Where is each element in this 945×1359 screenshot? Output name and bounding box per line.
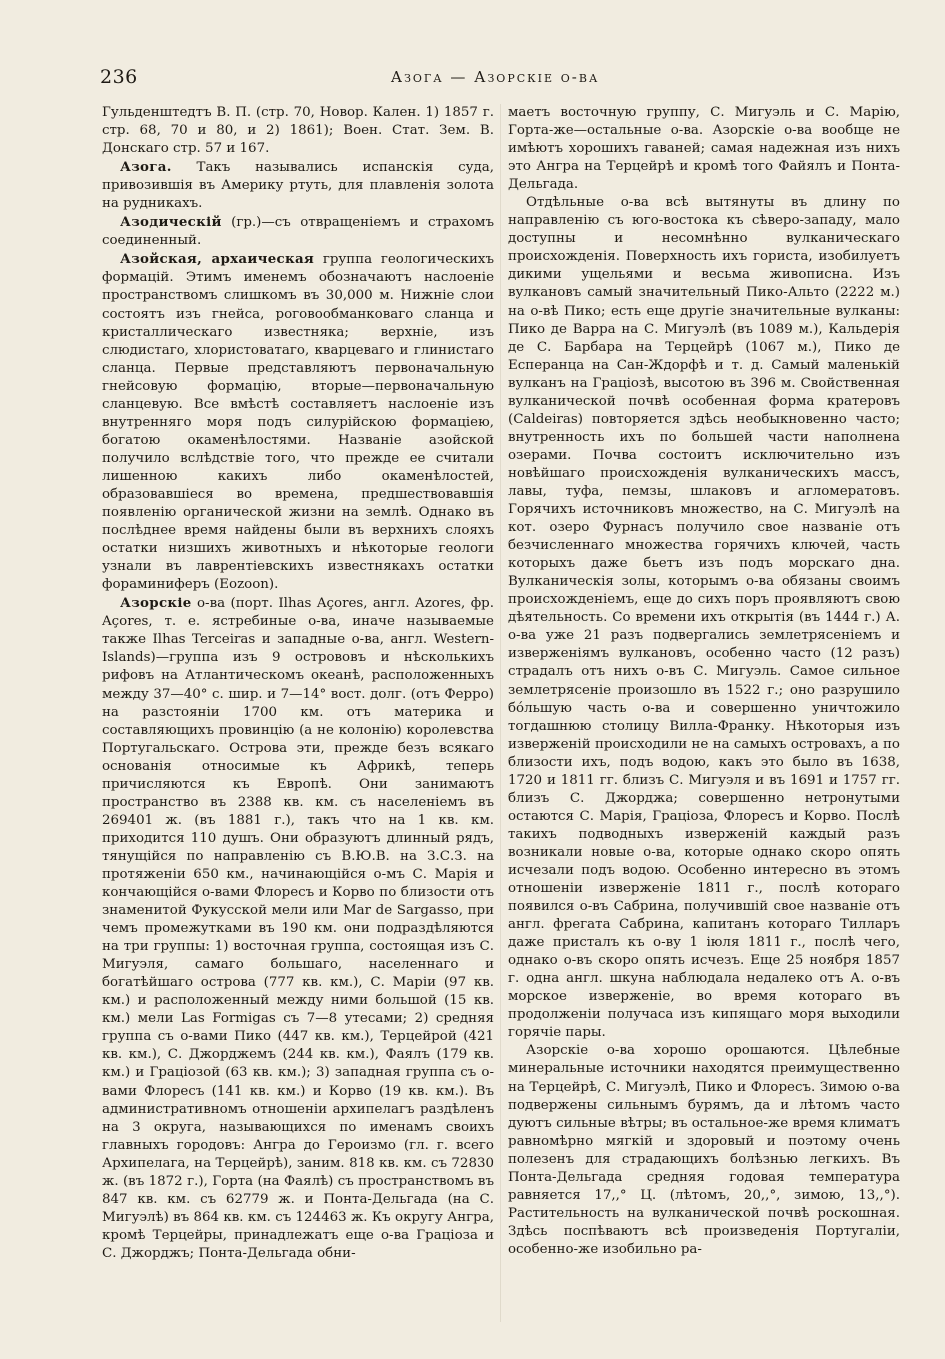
- paragraph-geology: Отдѣльные о-ва всѣ вытянуты въ длину по направленію съ юго-востока къ сѣверо-западу, мало доступны и несомнѣнно вулканическаго происхожденія. Поверхность ихъ гориста, изобилуетъ дикими ущельями и весьма живописна. Изъ вулкановъ самый значительный Пико-Альто (2222 м.) на о-вѣ Пико; есть еще другіе значительные вулканы: Пико де Варра на С. Мигуэлѣ (въ 1089 м.), Кальдерія де С. Барбара на Терцейрѣ (1067 м.), Пико де Есперанца на Сан-Ждорфѣ и т. д. Самый маленькій вулканъ на Граціозѣ, высотою въ 396 м. Свойственная вулканической почвѣ особенная форма кратеровъ (Caldeiras) повторяется здѣсь необыкновенно часто; внутренность ихъ по большей части наполнена озерами. Почва состоитъ исключительно изъ новѣйшаго происхожденія вулканическихъ массъ, лавы, туфа, пемзы, шлаковъ и агломератовъ. Горячихъ источниковъ множество, на С. Мигуэлѣ на кот. озеро Фурнасъ получило свое названіе отъ безчисленнаго множества горячихъ ключей, часть которыхъ даже бьетъ изъ подъ морскаго дна. Вулканическія золы, которымъ о-ва обязаны своимъ происхожденіемъ, еще до сихъ поръ проявляютъ свою дѣятельность. Со времени ихъ открытія (въ 1444 г.) А. о-ва уже 21 разъ подвергались землетрясеніемъ и изверженіямъ вулкановъ, особенно часто (12 разъ) страдалъ отъ нихъ о-въ С. Мигуэль. Самое сильное землетрясеніе произошло въ 1522 г.; оно разрушило бóльшую часть о-ва и совершенно уничтожило тогдашнюю столицу Вилла-Франку. Нѣкоторыя изъ изверженій происходили не на самыхъ островахъ, а по близости ихъ, подъ водою, какъ это было въ 1638, 1720 и 1811 гг. близъ С. Мигуэля и въ 1691 и 1757 гг. близъ С. Джорджа; совершенно нетронутыми остаются С. Марія, Граціоза, Флоресъ и Корво. Послѣ такихъ подводныхъ изверженій каждый разъ возникали новые о-ва, которые однако скоро опять исчезали подъ водою. Особенно интересно въ этомъ отношеніи изверженіе 1811 г., послѣ котораго появился о-въ Сабрина, получившій свое названіе отъ англ. фрегата Сабрина, капитанъ котораго Тилларъ даже присталъ къ о-ву 1 іюля 1811 г., послѣ чего, однако о-въ скоро опять исчезъ. Еще 25 ноября 1857 г. одна англ. шкуна наблюдала недалеко отъ А. о-въ морское изверженіе, во время котораго въ продолженіи получаса изъ кипящаго моря выходили горячіе пары.: [508, 195, 900, 1041]
- entry-text: о-ва (порт. Ilhas Açores, англ. Azores, фр. Açores, т. е. ястребиные о-ва, иначе называемые также Ilhas Terceiras и западные о-ва, англ. Western-Islands)—группа изъ 9 острововъ и нѣсколькихъ рифовъ на Атлантическомъ океанѣ, расположенныхъ между 37—40° с. шир. и 7—14° вост. долг. (отъ Ферро) на разстояніи 1700 км. отъ материка и составляющихъ провинцію (а не колонію) королевства Португальскаго. Острова эти, прежде безъ всякаго основанія относимые къ Африкѣ, теперь причисляются къ Европѣ. Они занимаютъ пространство въ 2388 кв. км. съ населеніемъ въ 269401 ж. (въ 1881 г.), такъ что на 1 кв. км. приходится 110 душъ. Они образуютъ длинный рядъ, тянущійся по направленію съ В.Ю.В. на З.С.З. на протяженіи 650 км., начинающійся о-мъ С. Марія и кончающійся о-вами Флоресъ и Корво по близости отъ знаменитой Фукусской мели или Mar de Sargasso, при чемъ промежутками въ 190 км. они подраздѣляются на три группы: 1) восточная группа, состоящая изъ С. Мигуэля, самаго большаго, населеннаго и богатѣйшаго острова (777 кв. км.), С. Маріи (97 кв. км.) и расположенный между ними большой (15 кв. км.) мели Las Formigas съ 7—8 утесами; 2) средняя группа съ о-вами Пико (447 кв. км.), Терцейрой (421 кв. км.), С. Джорджемъ (244 кв. км.), Фаялъ (179 кв. км.) и Граціозой (63 кв. км.); 3) западная группа съ о-вами Флоресъ (141 кв. км.) и Корво (19 кв. км.). Въ административномъ отношеніи архипелагъ раздѣленъ на 3 округа, называющихся по именамъ своихъ главныхъ городовъ: Ангра до Героизмо (гл. г. всего Архипелага, на Терцейрѣ), заним. 818 кв. км. съ 72830 ж. (въ 1872 г.), Горта (на Фаялѣ) съ пространствомъ въ 847 кв. км. съ 62779 ж. и Понта-Дельгада (на С. Мигуэлѣ) въ 864 кв. км. съ 124463 ж. Къ округу Ангра, кромѣ Терцейры, принадлежатъ еще о-ва Граціоза и С. Джорджъ; Понта-Дельгада обни-: [102, 596, 494, 1261]
- page-header: [100, 66, 890, 92]
- entry-text: (гр.)—съ отвращеніемъ и страхомъ соединенный.: [102, 215, 494, 249]
- entry-headword: Азодическій: [120, 214, 222, 231]
- entry-azorskie: [102, 594, 494, 1263]
- entry-headword: Азойская, архаическая: [120, 251, 315, 268]
- entry-azoga: [102, 158, 494, 213]
- entry-text: группа геологическихъ формацій. Этимъ именемъ обозначаютъ наслоеніе пространствомъ слишкомъ въ 30,000 м. Нижніе слои состоятъ изъ гнейса, роговообманковаго сланца и кристаллическаго известняка; верхніе, изъ слюдистаго, хлористоватаго, кварцеваго и глинистаго сланца. Первые представляютъ первоначальную гнейсовую формацію, вторые—первоначальную сланцевую. Все вмѣстѣ составляетъ наслоеніе изъ внутренняго моря подъ силурійскою формаціею, богатою окаменѣлостями. Названіе азойской получило вслѣдствіе того, что прежде ее считали лишенною какихъ либо окаменѣлостей, образовавшіеся во времена, предшествовавшія появленію органической жизни на землѣ. Однако въ послѣднее время найдены были въ верхнихъ слояхъ остатки низшихъ животныхъ и нѣкоторые геологи узнали въ лаврентіевскихъ известнякахъ остатки фораминиферъ (Eozoon).: [102, 252, 494, 593]
- paragraph-continuation: Гульденштедтъ В. П. (стр. 70, Новор. Кален. 1) 1857 г. стр. 68, 70 и 80, и 2) 1861); Воен. Стат. Зем. В. Донскаго стр. 57 и 167.: [102, 105, 494, 157]
- right-column: [508, 104, 900, 1259]
- column-gutter: [500, 104, 501, 1322]
- entry-text: Такъ назывались испанскія суда, привозившія въ Америку ртуть, для плавленія золота на рудникахъ.: [102, 160, 494, 212]
- paragraph-continuation: маетъ восточную группу, С. Мигуэль и С. Марію, Горта-же—остальные о-ва. Азорскіе о-ва вообще не имѣютъ хорошихъ гаваней; самая надежная изъ нихъ это Ангра на Терцейрѣ и кромѣ того Файялъ и Понта-Дельгада.: [508, 105, 900, 193]
- entry-azoyskaya: [102, 250, 494, 594]
- left-column: [102, 104, 494, 1263]
- entry-azodicheskiy: [102, 213, 494, 250]
- running-title: Азога — Азорскіе о-ва: [390, 68, 600, 86]
- paragraph-climate: Азорскіе о-ва хорошо орошаются. Цѣлебные минеральные источники находятся преимущественно на Терцейрѣ, С. Мигуэлѣ, Пико и Флоресъ. Зимою о-ва подвержены сильнымъ бурямъ, да и лѣтомъ часто дуютъ сильные вѣтры; въ остальное-же время климатъ равномѣрно мягкій и здоровый и поэтому очень полезенъ для страдающихъ болѣзнью легкихъ. Въ Понта-Дельгада средняя годовая температура равняется 17,,° Ц. (лѣтомъ, 20,,°, зимою, 13,,°). Растительность на вулканической почвѣ роскошная. Здѣсь поспѣваютъ всѣ произведенія Португаліи, особенно-же изобильно ра-: [508, 1043, 900, 1257]
- page-number: 236: [100, 66, 138, 88]
- entry-headword: Азога.: [120, 159, 172, 176]
- entry-headword: Азорскіе: [120, 595, 192, 612]
